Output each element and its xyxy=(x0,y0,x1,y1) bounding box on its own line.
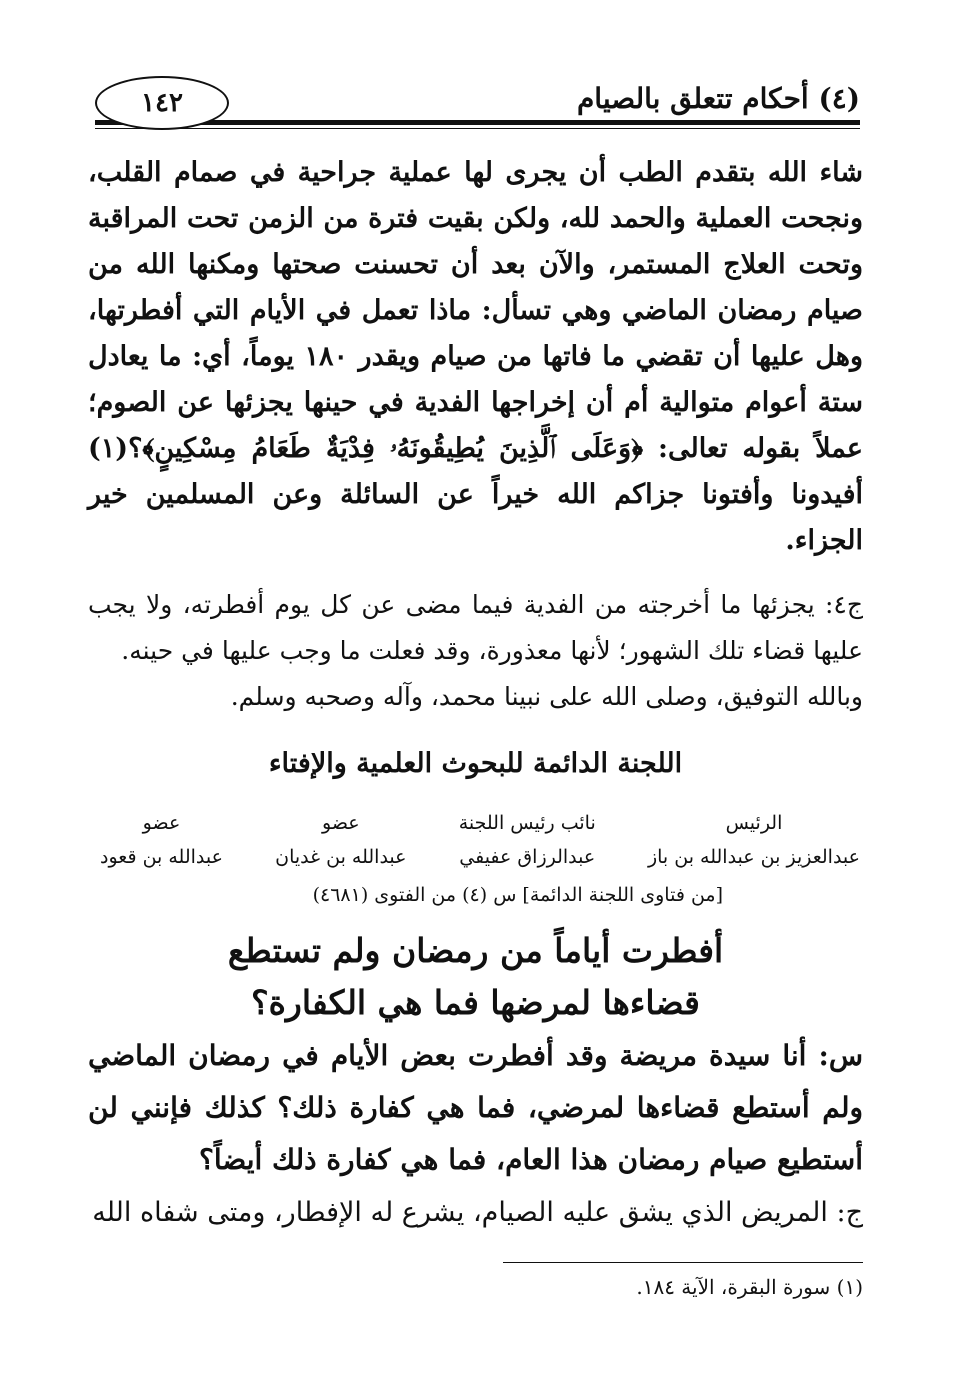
section-heading xyxy=(88,925,863,1029)
signature-member-1 xyxy=(275,812,406,882)
page-number: ١٤٢ xyxy=(95,76,229,130)
signature-name: عبدالله بن غديان xyxy=(275,846,407,868)
signature-role: نائب رئيس اللجنة xyxy=(458,812,596,834)
signature-president xyxy=(648,812,860,882)
fatwa2-question: س: أنا سيدة مريضة وقد أفطرت بعض الأيام في رمضان الماضي ولم أستطع قضاءها لمرضي، فما هي كفارة ذلك؟ كذلك فإنني لن أستطيع صيام رمضان هذا العام، فما هي كفارة ذلك أيضاً؟ xyxy=(88,1039,863,1176)
fatwa-reference: [من فتاوى اللجنة الدائمة] س (٤) من الفتوى (٤٦٨١) xyxy=(312,884,723,906)
heading-line-2: قضاءها لمرضها فما هي الكفارة؟ xyxy=(251,983,700,1022)
fatwa1-question: شاء الله بتقدم الطب أن يجرى لها عملية جراحية في صمام القلب، ونجحت العملية والحمد لله، ولكن بقيت فترة من الزمن تحت المراقبة وتحت العلاج المستمر، والآن بعد أن تحسنت صحتها ومكنها الله من صيام رمضان الماضي وهي تسأل: ماذا تعمل في الأيام التي أفطرتها، وهل عليها أن تقضي ما فاتها من صيام ويقدر ١٨٠ يوماً، أي: ما يعادل ستة أعوام متوالية أم أن إخراجها الفدية في حينها يجزئها عن الصوم؛ عملاً بقوله تعالى: ﴿وَعَلَى ٱلَّذِينَ يُطِيقُونَهُۥ فِدْيَةٌ طَعَامُ مِسْكِينٍ﴾؟(١) أفيدونا وأفتونا جزاكم الله خيراً عن السائلة وعن المسلمين خير الجزاء. xyxy=(88,157,863,556)
fatwa2-answer: ج: المريض الذي يشق عليه الصيام، يشرع له الإفطار، ومتى شفاه الله xyxy=(92,1197,863,1228)
footnote-rule xyxy=(503,1262,863,1263)
signature-name: عبدالعزيز بن عبدالله بن باز xyxy=(647,846,860,868)
fatwa1-answer-section xyxy=(88,582,863,720)
header-rule-thin xyxy=(95,128,860,129)
signature-role: عضو xyxy=(322,812,360,834)
signature-role: الرئيس xyxy=(725,812,783,834)
signatures xyxy=(100,812,860,882)
committee-title: اللجنة الدائمة للبحوث العلمية والإفتاء xyxy=(268,748,683,779)
footnote: (١) سورة البقرة، الآية ١٨٤. xyxy=(636,1275,863,1299)
heading-line-1: أفطرت أياماً من رمضان ولم تستطع xyxy=(227,931,724,970)
fatwa1-closing: وبالله التوفيق، وصلى الله على نبينا محمد، وآله وصحبه وسلم. xyxy=(230,682,863,711)
signature-member-2 xyxy=(100,812,223,882)
fatwa1-answer: ج٤: يجزئها ما أخرجته من الفدية فيما مضى عن كل يوم أفطرته، ولا يجب عليها قضاء تلك الشهور؛ لأنها معذورة، وقد فعلت ما وجب عليها في حينه. xyxy=(88,590,863,665)
signature-name: عبدالرزاق عفيفي xyxy=(459,846,596,868)
signature-name: عبدالله بن قعود xyxy=(100,846,223,868)
signature-role: عضو xyxy=(142,812,181,834)
chapter-title: (٤) أحكام تتعلق بالصيام xyxy=(576,82,860,115)
signature-vice-president xyxy=(459,812,596,882)
